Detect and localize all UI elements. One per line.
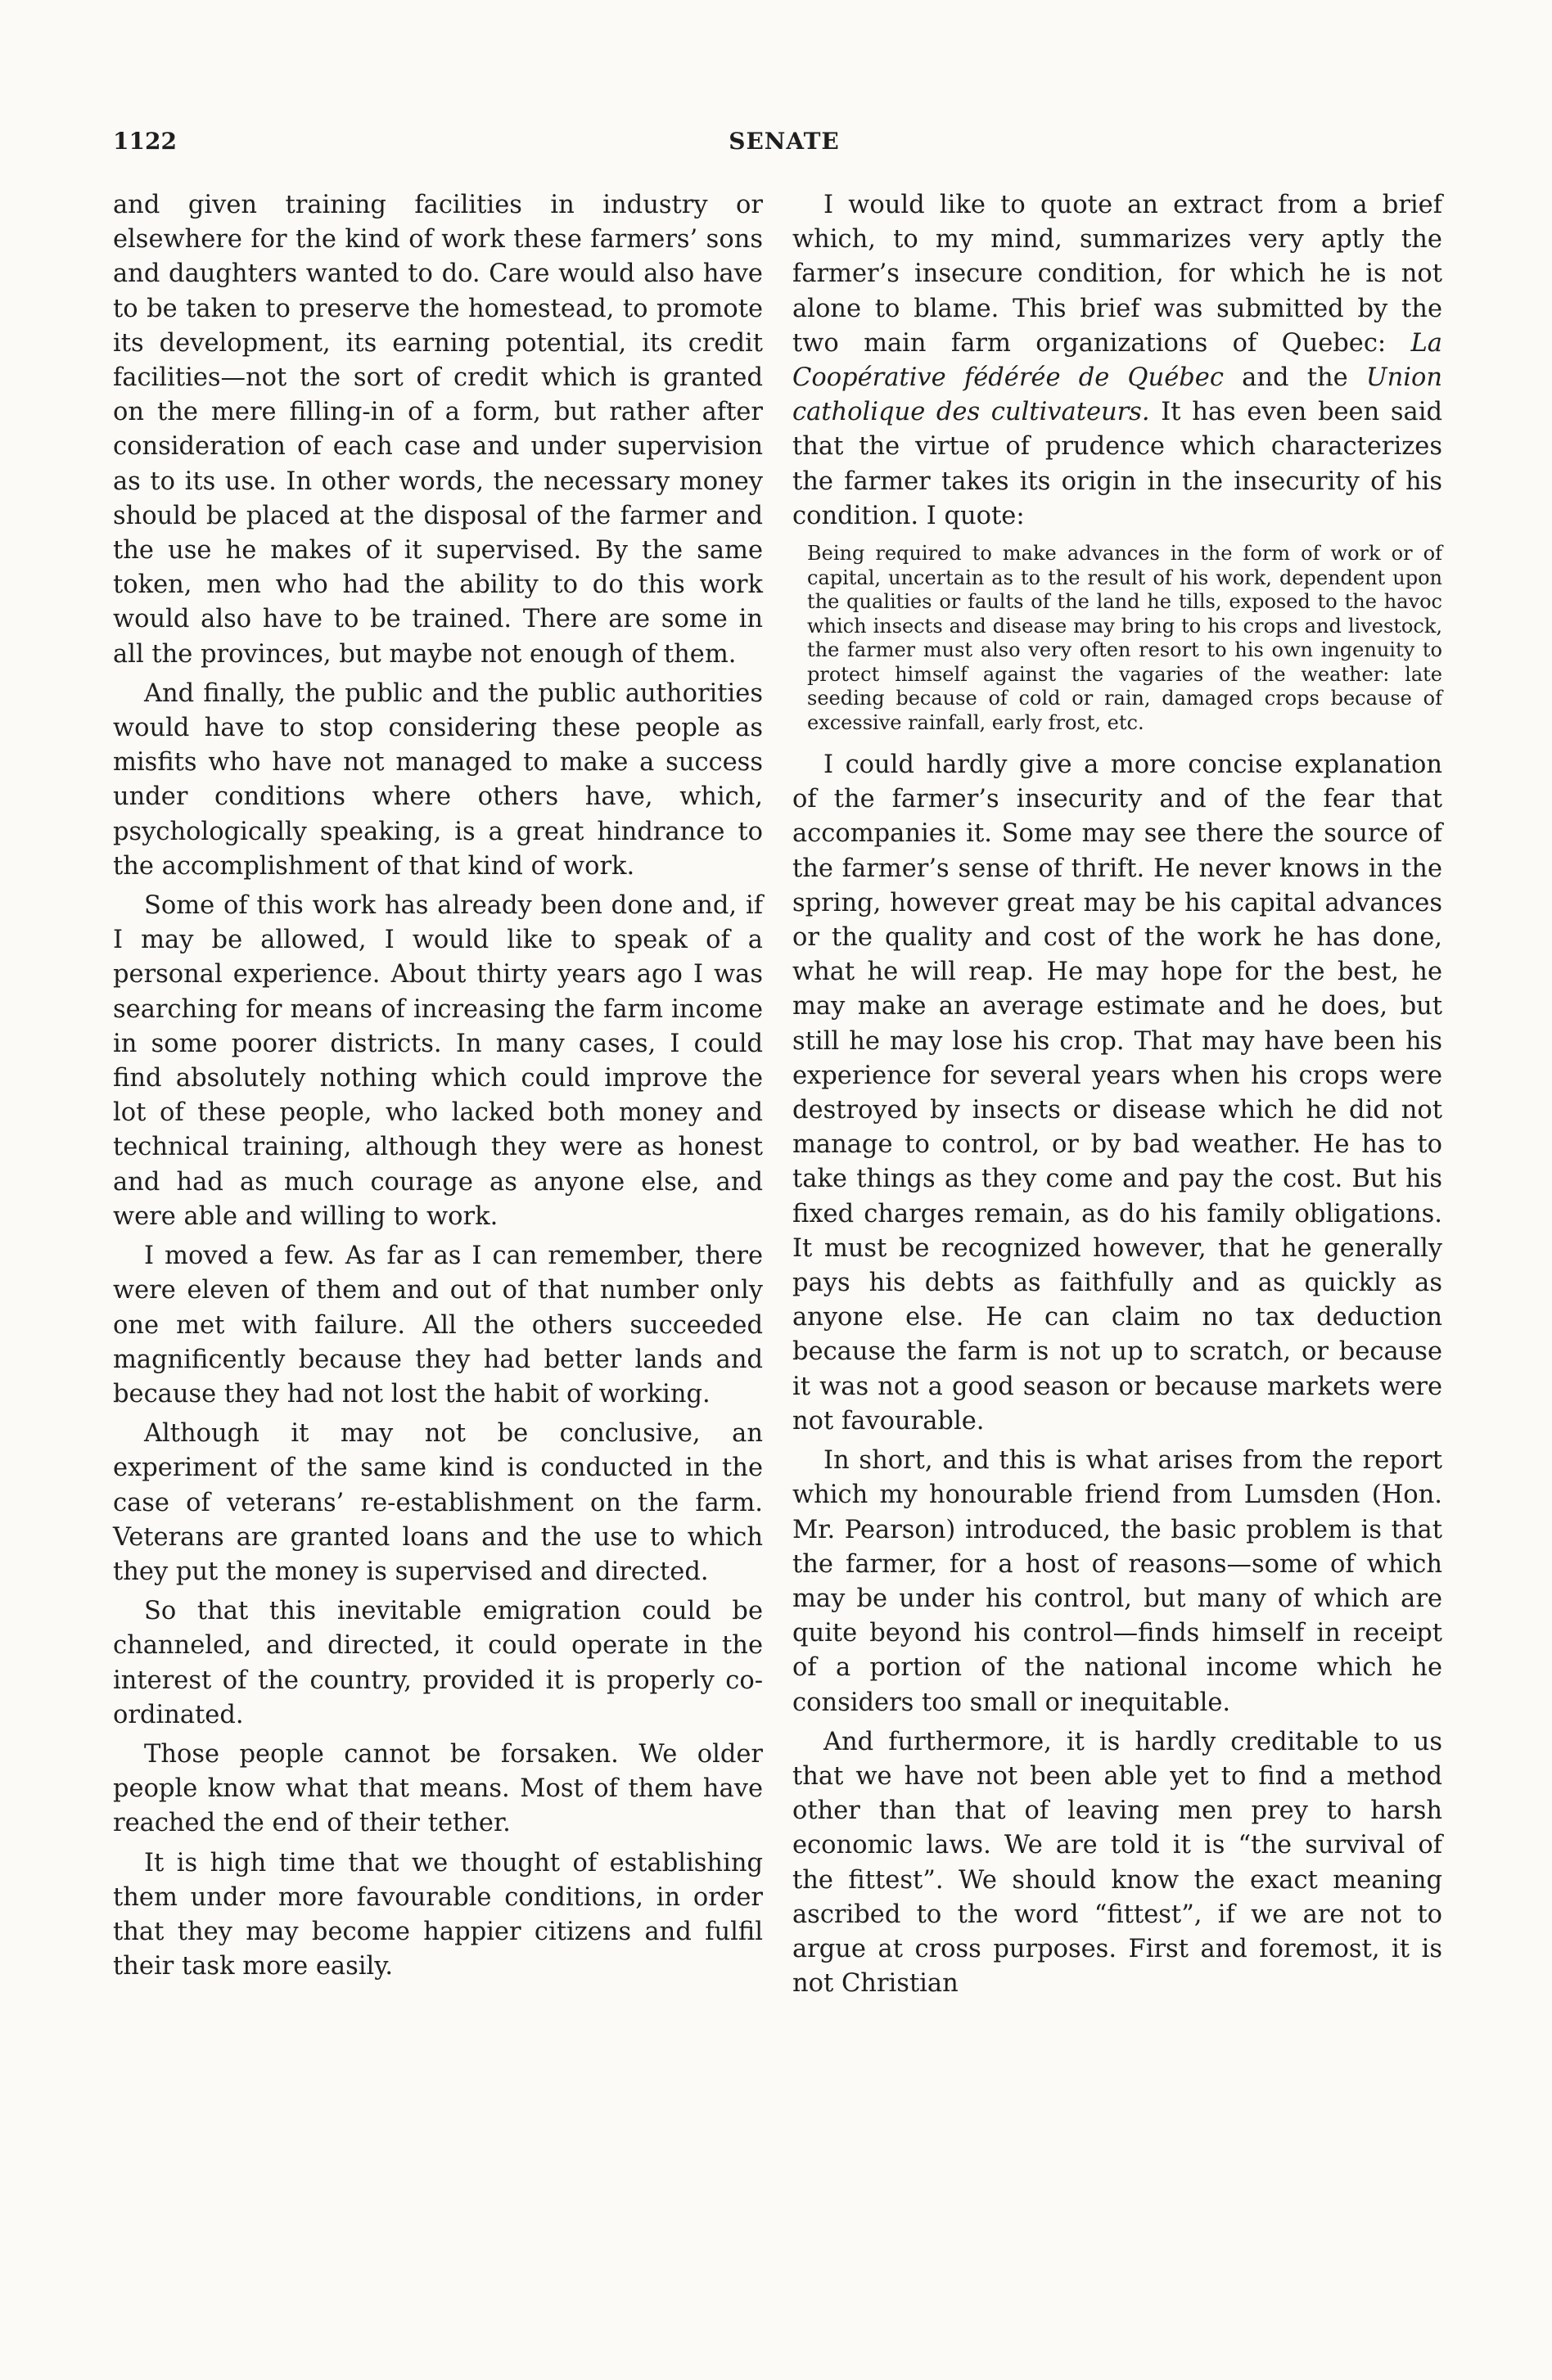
paragraph: And finally, the public and the public authorities would have to stop considering these people as misfits who have not managed to make a success under conditions where others have, which, psychologically speaking, is a great hindrance to the accomplishment of that kind of work. [113, 678, 763, 881]
running-head: SENATE [729, 128, 840, 155]
left-column [113, 188, 763, 1989]
organization-name: La Coopérative fédérée de Québec [792, 328, 1442, 393]
organization-name: Union catholique des cultivateurs. [792, 363, 1443, 427]
paragraph: Although it may not be conclusive, an experiment of the same kind is conducted in the case of veterans’ re-establishment on the farm. Veterans are granted loans and the use to which they put the money is supervised and directed. [113, 1419, 763, 1586]
intro-text: It has even been said that the virtue of prudence which characterizes the farmer takes its origin in the insecurity of his condition. I quote: [792, 398, 1442, 530]
paragraph: Some of this work has already been done and, if I may be allowed, I would like to speak of a personal experience. About thirty years ago I was searching for means of increasing the farm income in some poorer districts. In many cases, I could find absolutely nothing which could improve the lot of these people, who lacked both money and technical training, although they were as honest and had as much courage as anyone else, and were able and willing to work. [113, 891, 763, 1231]
paragraph: So that this inevitable emigration could be channeled, and directed, it could operate in the interest of the country, provided it is properly co-ordinated. [113, 1597, 763, 1729]
paragraph: I moved a few. As far as I can remember, there were eleven of them and out of that number only one met with failure. All the others succeeded magnificently because they had better lands and because they had not lost the habit of working. [113, 1242, 763, 1409]
intro-text: and the [1223, 363, 1366, 393]
paragraph-intro [792, 188, 1442, 534]
paragraph: It is high time that we thought of establishing them under more favourable conditions, in order that they may become happier citizens and fulfil their task more easily. [113, 1848, 763, 1981]
page-number: 1122 [113, 128, 177, 155]
paragraph: and given training facilities in industry or elsewhere for the kind of work these farmers’ sons and daughters wanted to do. Care would also have to be taken to preserve the homestead, to promote its development, its earning potential, its credit facilities—not the sort of credit which is granted on the mere filling-in of a form, but rather after consideration of each case and under supervision as to its use. In other words, the necessary money should be placed at the disposal of the farmer and the use he makes of it supervised. By the same token, men who had the ability to do this work would also have to be trained. There are some in all the provinces, but maybe not enough of them. [113, 191, 763, 669]
paragraph: I could hardly give a more concise explanation of the farmer’s insecurity and of the fear that accompanies it. Some may see there the source of the farmer’s sense of thrift. He never knows in the spring, however great may be his capital advances or the quality and cost of the work he has done, what he will reap. He may hope for the best, he may make an average estimate and he does, but still he may lose his crop. That may have been his experience for several years when his crops were destroyed by insects or disease which he did not manage to control, or by bad weather. He has to take things as they come and pay the cost. But his fixed charges remain, as do his family obligations. It must be recognized however, that he generally pays his debts as faithfully and as quickly as anyone else. He can claim no tax deduction because the farm is not up to scratch, or because it was not a good season or because markets were not favourable. [792, 751, 1442, 1436]
paragraph: Those people cannot be forsaken. We older people know what that means. Most of them have reached the end of their tether. [113, 1739, 763, 1838]
intro-text: I would like to quote an extract from a brief which, to my mind, summarizes very aptly the farmer’s insecure condition, for which he is not alone to blame. This brief was submitted by the two main farm organizations of Quebec: [792, 191, 1442, 358]
paragraph: In short, and this is what arises from the report which my honourable friend from Lumsden (Hon. Mr. Pearson) introduced, the basic problem is that the farmer, for a host of reasons—some of which may be under his control, but many of which are quite beyond his control—finds himself in receipt of a portion of the national income which he considers too small or inequitable. [792, 1446, 1442, 1717]
page-header [113, 128, 1455, 169]
paragraph: And furthermore, it is hardly creditable to us that we have not been able yet to find a method other than that of leaving men prey to harsh economic laws. We are told it is “the survival of the fittest”. We should know the exact meaning ascribed to the word “fittest”, if we are not to argue at cross purposes. First and foremost, it is not Christian [792, 1727, 1442, 1999]
right-column [792, 188, 1442, 2006]
block-quote: Being required to make advances in the form of work or of capital, uncertain as to the result of his work, dependent upon the qualities or faults of the land he tills, exposed to the havoc which insects and disease may bring to his crops and livestock, the farmer must also very often resort to his own ingenuity to protect himself against the vagaries of the weather: late seeding because of cold or rain, damaged crops because of excessive rainfall, early frost, etc. [807, 542, 1442, 734]
